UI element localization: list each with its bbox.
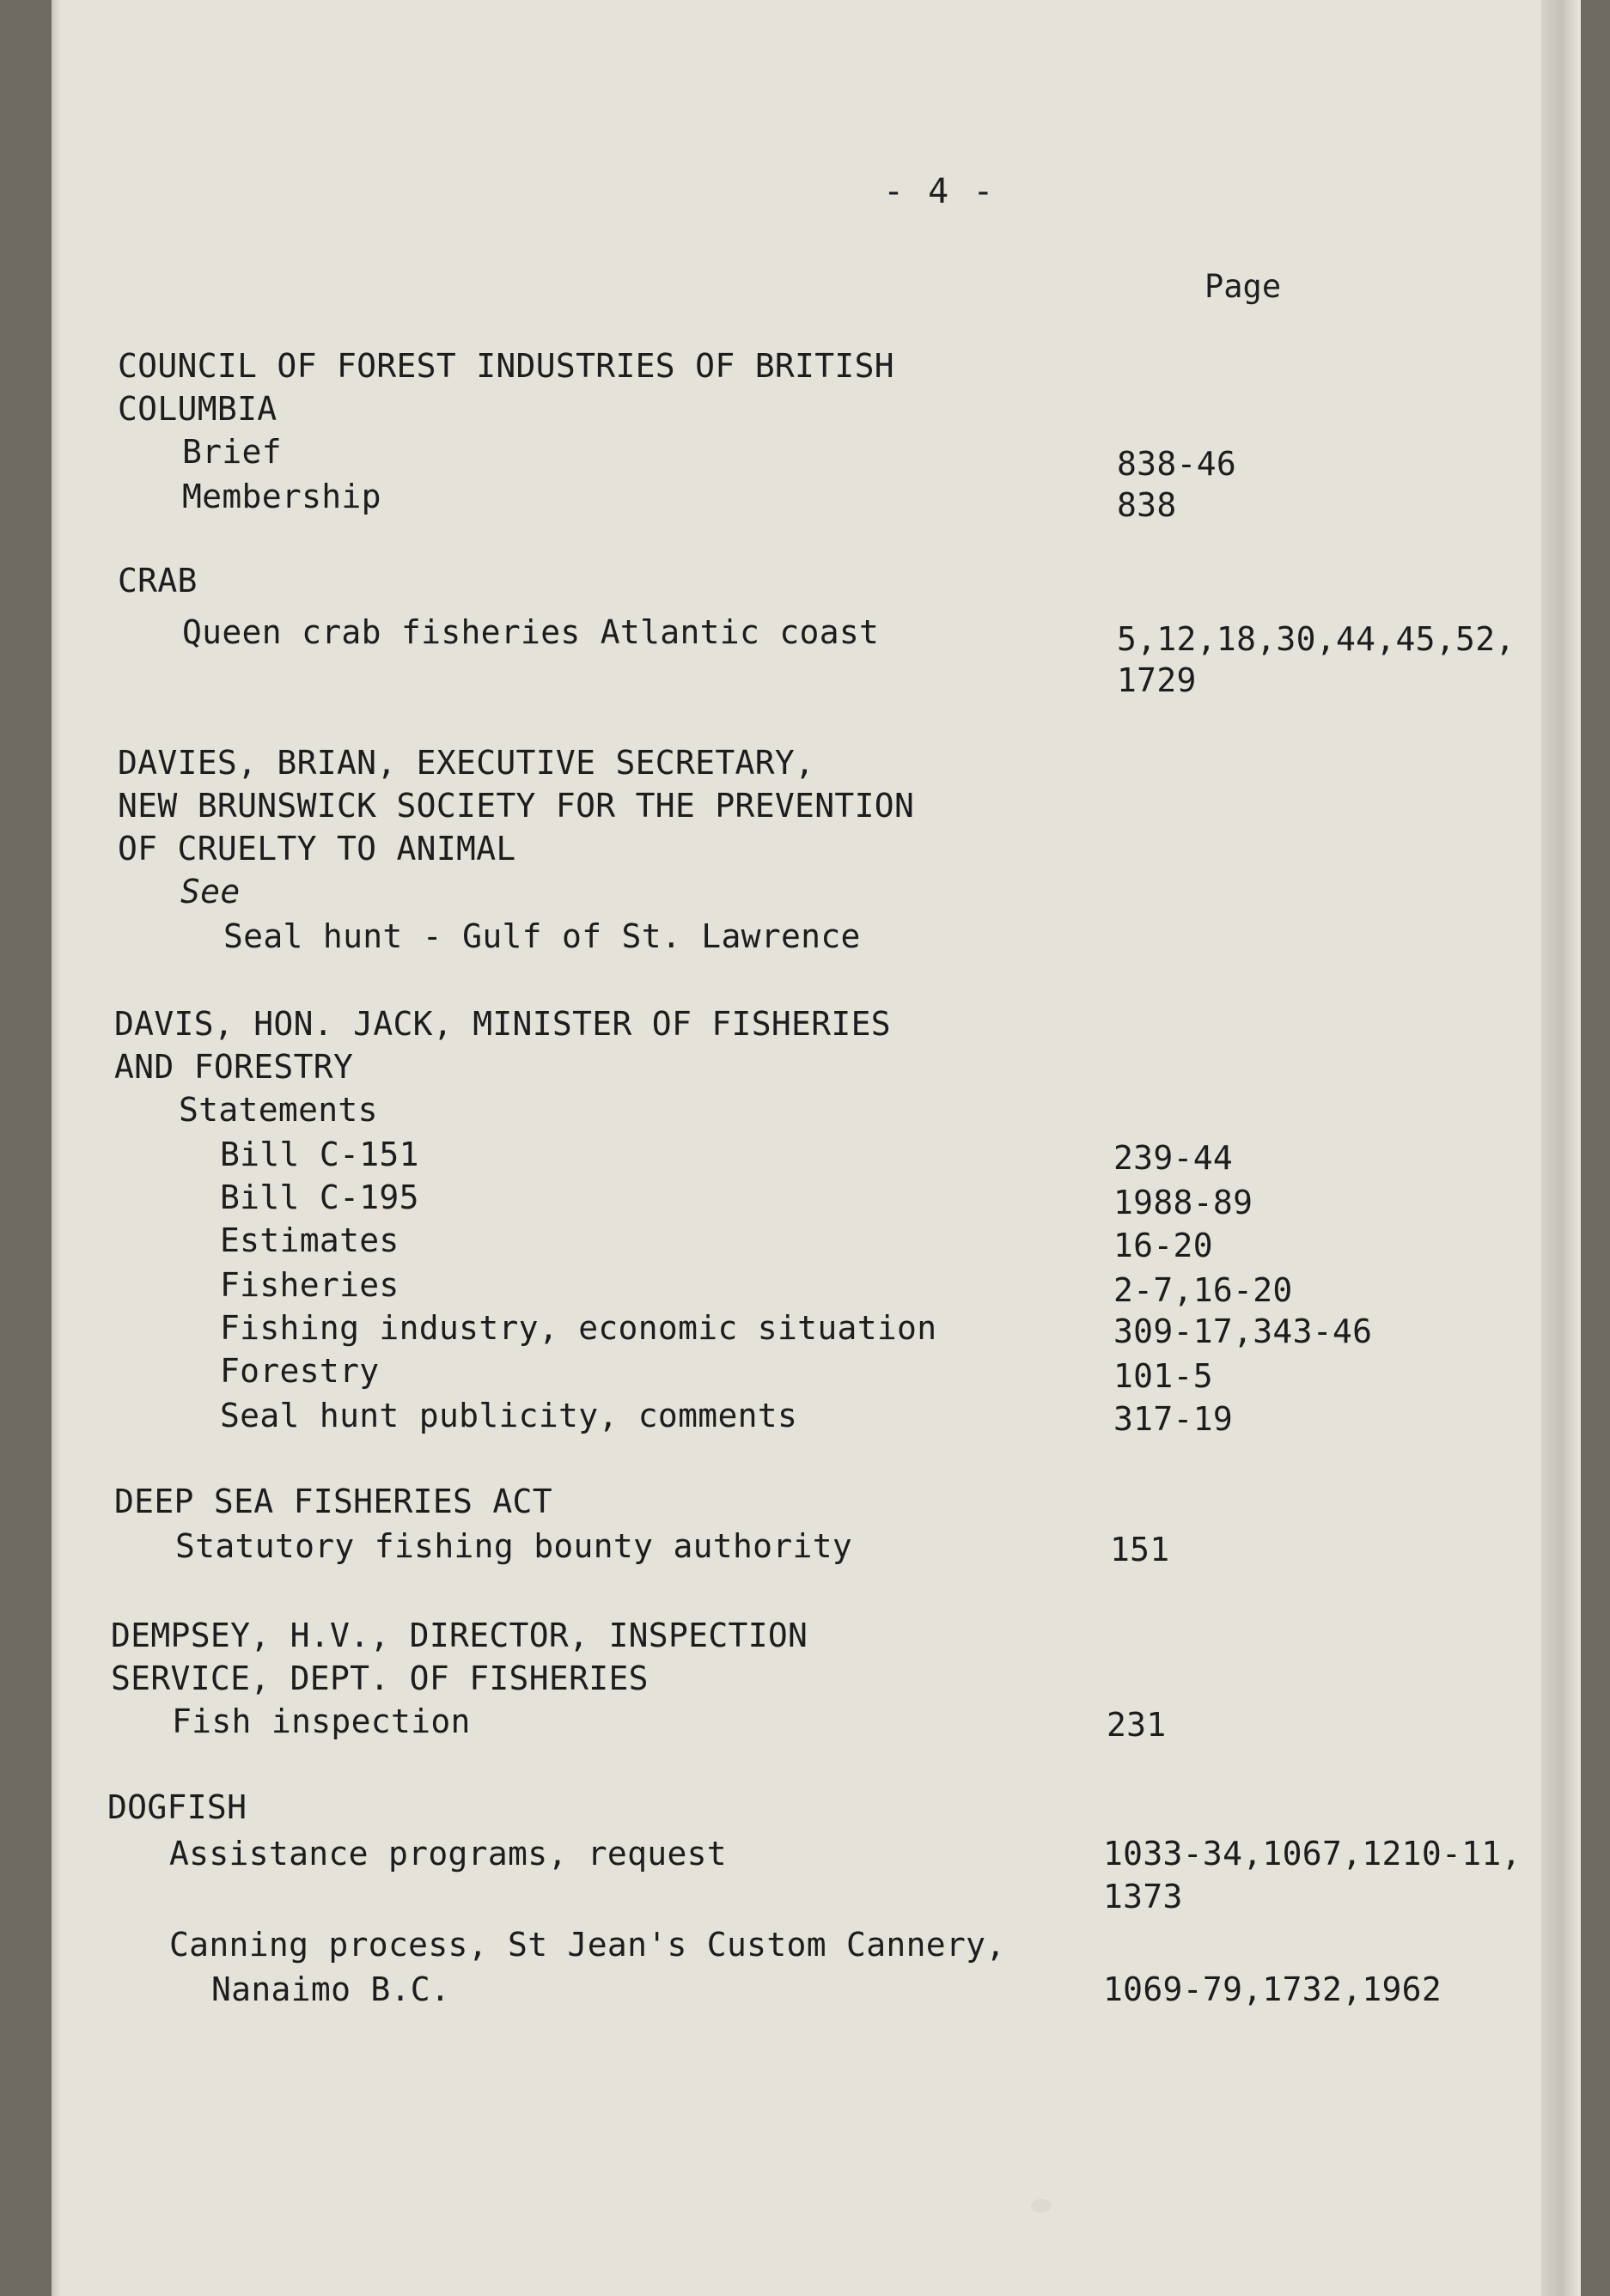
entry-item-pages-continued: 1373 (1103, 1878, 1183, 1915)
page-binding-edge (52, 0, 60, 2296)
entry-heading: COLUMBIA (118, 390, 277, 428)
entry-item-label: Bill C-151 (220, 1136, 419, 1173)
paper-speck (1031, 2199, 1052, 2213)
entry-item-pages: 2-7,16-20 (1113, 1271, 1293, 1309)
entry-item-pages: 101-5 (1113, 1357, 1213, 1395)
entry-item-pages: 309-17,343-46 (1113, 1312, 1373, 1350)
entry-item-label: Brief (182, 433, 282, 471)
entry-item-pages: 1988-89 (1113, 1184, 1253, 1221)
entry-item-pages: 317-19 (1113, 1400, 1234, 1438)
entry-item-pages: 838 (1117, 486, 1177, 524)
see-reference-target: Seal hunt - Gulf of St. Lawrence (223, 917, 861, 955)
entry-item-pages: 838-46 (1117, 445, 1237, 483)
page-right-shadow (1541, 0, 1581, 2296)
entry-heading: NEW BRUNSWICK SOCIETY FOR THE PREVENTION (118, 787, 915, 825)
entry-item-pages: 231 (1107, 1706, 1167, 1744)
entry-heading: DAVIS, HON. JACK, MINISTER OF FISHERIES (114, 1005, 891, 1043)
entry-item-label: Estimates (220, 1221, 399, 1259)
entry-heading: CRAB (118, 562, 198, 600)
entry-item-label: Fishing industry, economic situation (220, 1309, 937, 1347)
see-reference-label: See (180, 873, 241, 910)
entry-item-pages: 5,12,18,30,44,45,52, (1117, 620, 1515, 658)
entry-item-label: Fish inspection (172, 1702, 471, 1740)
page-column-header: Page (1204, 268, 1282, 305)
entry-item-label: Queen crab fisheries Atlantic coast (182, 613, 880, 651)
entry-item-label-continued: Nanaimo B.C. (211, 1970, 451, 2008)
entry-heading: AND FORESTRY (114, 1048, 354, 1086)
entry-heading: SERVICE, DEPT. OF FISHERIES (111, 1660, 649, 1697)
entry-heading: OF CRUELTY TO ANIMAL (118, 830, 516, 868)
document-page (52, 0, 1581, 2296)
entry-item-label: Canning process, St Jean's Custom Cannery, (169, 1926, 1006, 1964)
entry-item-pages: 239-44 (1113, 1139, 1234, 1177)
entry-item-label: Seal hunt publicity, comments (220, 1397, 798, 1434)
entry-heading: DAVIES, BRIAN, EXECUTIVE SECRETARY, (118, 744, 815, 782)
entry-heading: DEMPSEY, H.V., DIRECTOR, INSPECTION (111, 1617, 808, 1654)
entry-item-pages: 16-20 (1113, 1227, 1213, 1264)
entry-item-label: Membership (182, 478, 381, 515)
entry-item-pages: 151 (1110, 1531, 1170, 1568)
entry-item-pages: 1033-34,1067,1210-11, (1103, 1835, 1522, 1873)
entry-item-pages: 1069-79,1732,1962 (1103, 1970, 1442, 2008)
entry-heading: COUNCIL OF FOREST INDUSTRIES OF BRITISH (118, 347, 894, 385)
entry-item-label: Statutory fishing bounty authority (175, 1527, 853, 1565)
entry-item-label: Bill C-195 (220, 1178, 419, 1216)
entry-heading: DEEP SEA FISHERIES ACT (114, 1483, 552, 1520)
entry-subheading: Statements (179, 1091, 378, 1129)
entry-heading: DOGFISH (107, 1788, 247, 1826)
entry-item-label: Forestry (220, 1352, 380, 1390)
page-number: - 4 - (883, 172, 996, 211)
entry-item-label: Assistance programs, request (169, 1835, 727, 1873)
entry-item-pages-continued: 1729 (1117, 661, 1197, 699)
entry-item-label: Fisheries (220, 1266, 399, 1304)
